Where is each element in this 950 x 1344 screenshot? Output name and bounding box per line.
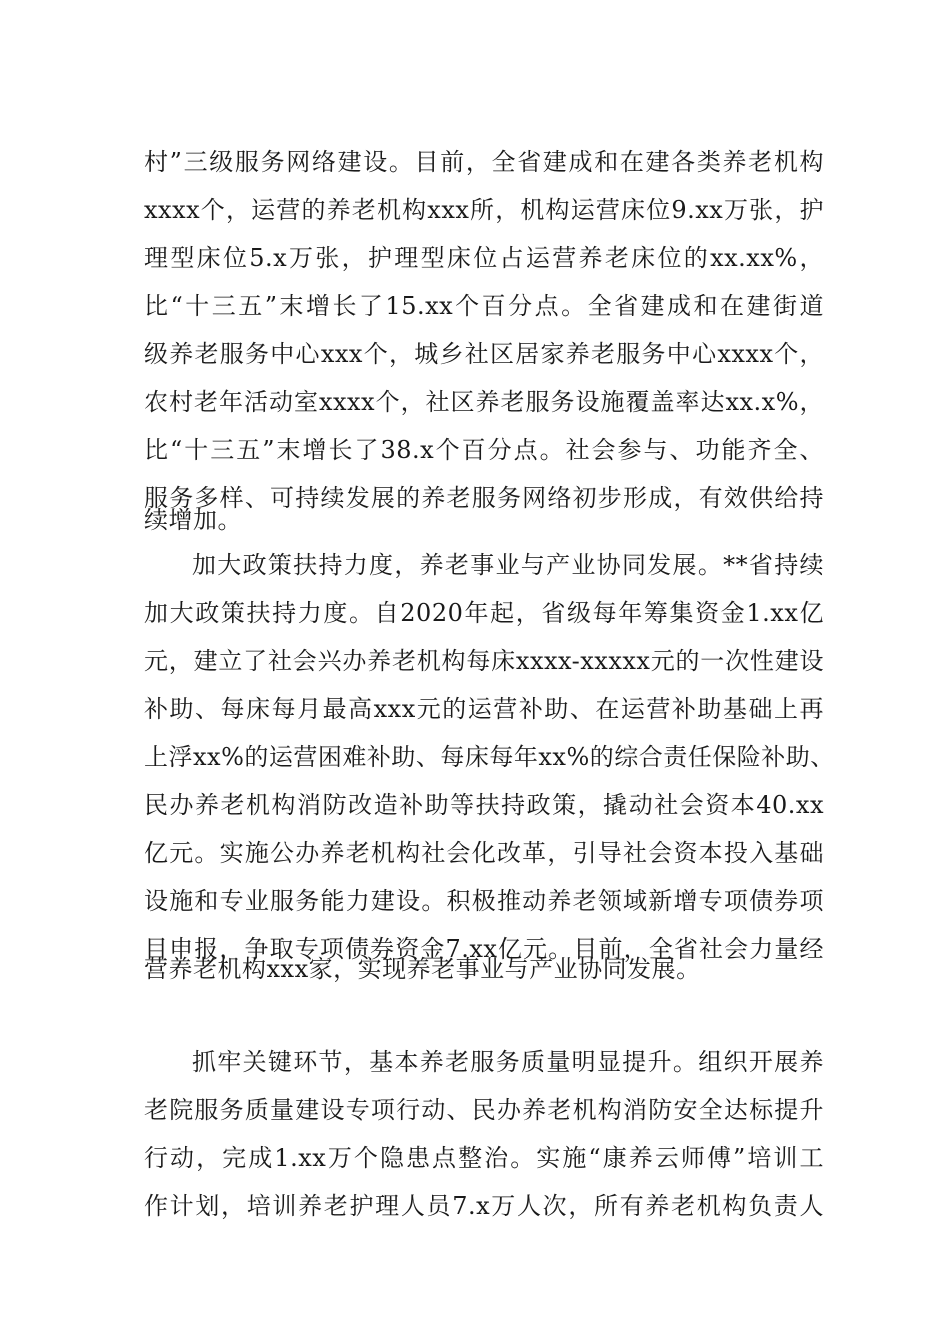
text-line: 理型床位5.x万张，护理型床位占运营养老床位的xx.xx%，	[144, 244, 824, 272]
text-line: 设施和专业服务能力建设。积极推动养老领域新增专项债券项	[144, 887, 824, 915]
text-line: 目申报，争取专项债券资金7.xx亿元。目前，全省社会力量经	[144, 935, 824, 963]
paragraph-first-line: 抓牢关键环节，基本养老服务质量明显提升。组织开展养	[192, 1048, 824, 1076]
text-line: 级养老服务中心xxx个，城乡社区居家养老服务中心xxxx个，	[144, 340, 824, 368]
text-line: 上浮xx%的运营困难补助、每床每年xx%的综合责任保险补助、	[144, 743, 835, 771]
text-line: 补助、每床每月最高xxx元的运营补助、在运营补助基础上再	[144, 695, 824, 723]
text-line: 村”三级服务网络建设。目前，全省建成和在建各类养老机构	[144, 148, 824, 176]
paragraph-first-line: 加大政策扶持力度，养老事业与产业协同发展。**省持续	[192, 551, 824, 579]
text-line: 老院服务质量建设专项行动、民办养老机构消防安全达标提升	[144, 1096, 824, 1124]
text-line: 作计划，培训养老护理人员7.x万人次，所有养老机构负责人	[144, 1192, 824, 1220]
text-line: xxxx个，运营的养老机构xxx所，机构运营床位9.xx万张，护	[144, 196, 824, 224]
text-line: 比“十三五”末增长了15.xx个百分点。全省建成和在建街道	[144, 292, 824, 320]
text-line: 续增加。	[144, 506, 242, 534]
text-line: 比“十三五”末增长了38.x个百分点。社会参与、功能齐全、	[144, 436, 824, 464]
text-line: 加大政策扶持力度。自2020年起，省级每年筹集资金1.xx亿	[144, 599, 824, 627]
text-line: 营养老机构xxx家，实现养老事业与产业协同发展。	[144, 955, 701, 983]
text-line: 民办养老机构消防改造补助等扶持政策，撬动社会资本40.xx	[144, 791, 824, 819]
text-line: 亿元。实施公办养老机构社会化改革，引导社会资本投入基础	[144, 839, 824, 867]
text-line: 服务多样、可持续发展的养老服务网络初步形成，有效供给持	[144, 484, 824, 512]
text-line: 农村老年活动室xxxx个，社区养老服务设施覆盖率达xx.x%，	[144, 388, 824, 416]
text-line: 行动，完成1.xx万个隐患点整治。实施“康养云师傅”培训工	[144, 1144, 824, 1172]
text-line: 元，建立了社会兴办养老机构每床xxxx-xxxxx元的一次性建设	[144, 647, 824, 675]
